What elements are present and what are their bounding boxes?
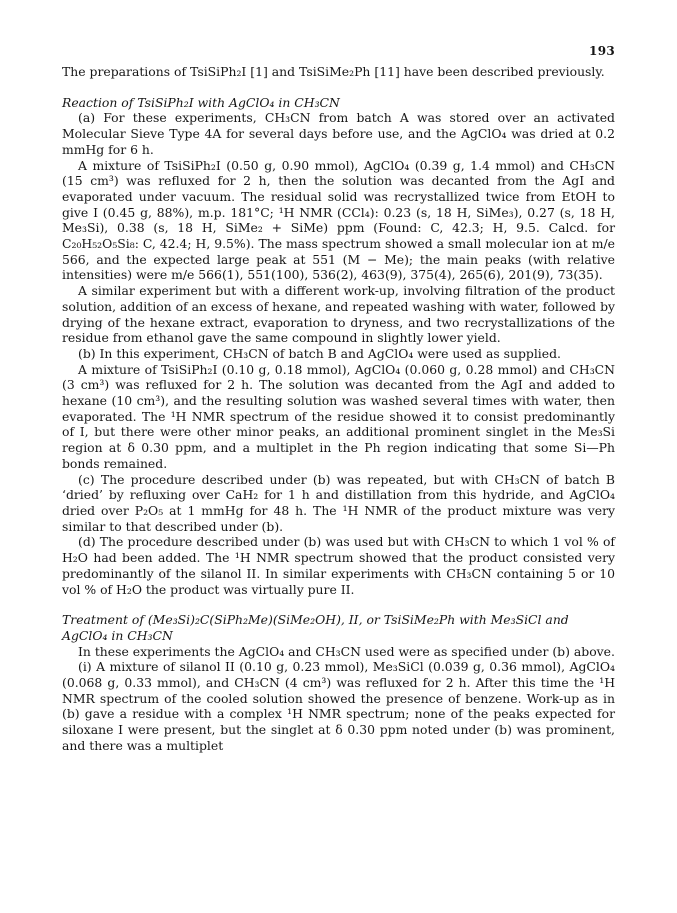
paragraph-mixture-1: A mixture of TsiSiPh₂I (0.50 g, 0.90 mmol), AgClO₄ (0.39 g, 1.4 mmol) and CH₃CN (15 cm³) was refluxed for 2 h, then the solution was decanted from the AgI and evaporated under vacuum. The residual solid was recrystallized twice from EtOH to give I (0.45 g, 88%), m.p. 181°C; ¹H NMR (CCl₄): 0.23 (s, 18 H, SiMe₃), 0.27 (s, 18 H, Me₃Si), 0.38 (s, 18 H, SiMe₂ + SiMe) ppm (Found: C, 42.3; H, 9.5. Calcd. for C₂₀H₅₂O₅Si₈: C, 42.4; H, 9.5%). The mass spectrum showed a small molecular ion at m/e 566, and the expected large peak at 551 (M − Me); the main peaks (with relative intensities) were m/e 566(1), 551(100), 536(2), 463(9), 375(4), 265(6), 201(9), 73(35). [62, 157, 615, 283]
paragraph-i: (i) A mixture of silanol II (0.10 g, 0.23 mmol), Me₃SiCl (0.039 g, 0.36 mmol), AgClO₄ (0.068 g, 0.33 mmol), and CH₃CN (4 cm³) was refluxed for 2 h. After this time the ¹H NMR spectrum of the cooled solution showed the presence of benzene. Work-up as in (b) gave a residue with a complex ¹H NMR spectrum; none of the peaks expected for siloxane I were present, but the singlet at δ 0.30 ppm noted under (b) was prominent, and there was a multiplet [62, 659, 615, 753]
page-number: 193 [589, 44, 615, 58]
paragraph-mixture-2: A mixture of TsiSiPh₂I (0.10 g, 0.18 mmol), AgClO₄ (0.060 g, 0.28 mmol) and CH₃CN (3 cm³) was refluxed for 2 h. The solution was decanted from the AgI and added to hexane (10 cm³), and the resulting solution was washed several times with water, then evaporated. The ¹H NMR spectrum of the residue showed it to consist predominantly of I, but there were other minor peaks, an additional prominent singlet in the Me₃Si region at δ 0.30 ppm, and a multiplet in the Ph region indicating that some Si—Ph bonds remained. [62, 361, 615, 471]
section-heading-treatment: Treatment of (Me₃Si)₂C(SiPh₂Me)(SiMe₂OH), II, or TsiSiMe₂Ph with Me₃SiCl and AgClO₄ in CH₃CN [62, 612, 569, 643]
section-heading-reaction: Reaction of TsiSiPh₂I with AgClO₄ in CH₃CN [62, 94, 340, 110]
paragraph-a: (a) For these experiments, CH₃CN from batch A was stored over an activated Molecular Sieve Type 4A for several days before use, and the AgClO₄ was dried at 0.2 mmHg for 6 h. [62, 110, 615, 157]
paragraph-experiments-note: In these experiments the AgClO₄ and CH₃CN used were as specified under (b) above. [78, 643, 615, 659]
paragraph-c: (c) The procedure described under (b) was repeated, but with CH₃CN of batch B ‘dried’ by refluxing over CaH₂ for 1 h and distillation from this hydride, and AgClO₄ dried over P₂O₅ at 1 mmHg for 48 h. The ¹H NMR of the product mixture was very similar to that described under (b). [62, 471, 615, 534]
paragraph-similar-experiment: A similar experiment but with a different work-up, involving filtration of the product solution, addition of an excess of hexane, and repeated washing with water, followed by drying of the hexane extract, evaporation to dryness, and two recrystallizations of the residue from ethanol gave the same compound in slightly lower yield. [62, 283, 615, 346]
intro-paragraph: The preparations of TsiSiPh₂I [1] and TsiSiMe₂Ph [11] have been described previously. [62, 64, 605, 79]
paragraph-b: (b) In this experiment, CH₃CN of batch B and AgClO₄ were used as supplied. [78, 345, 561, 361]
paragraph-d: (d) The procedure described under (b) was used but with CH₃CN to which 1 vol % of H₂O had been added. The ¹H NMR spectrum showed that the product consisted very predominantly of the silanol II. In similar experiments with CH₃CN containing 5 or 10 vol % of H₂O the product was virtually pure II. [62, 534, 615, 597]
